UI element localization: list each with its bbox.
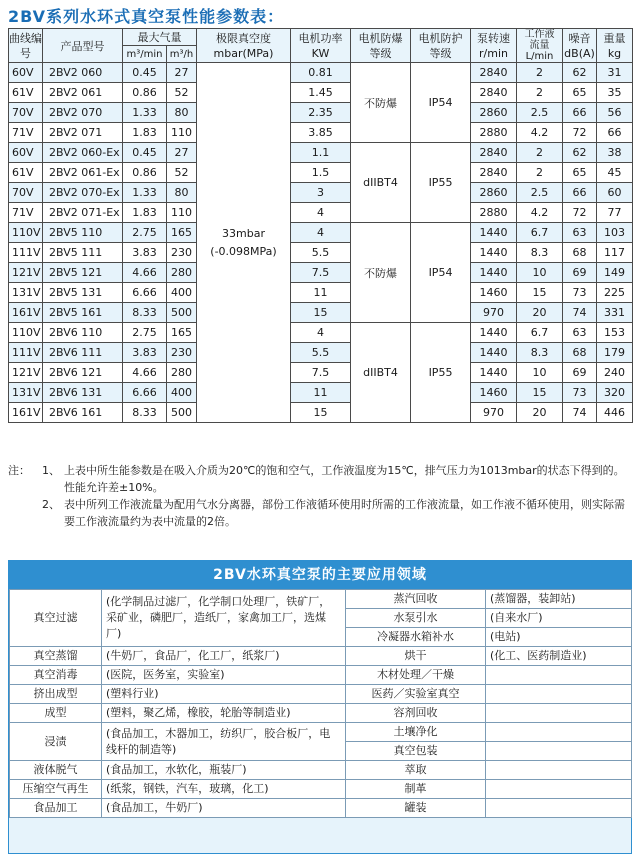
cell-liquid-flow: 20 — [517, 403, 563, 423]
performance-table-body — [9, 63, 633, 423]
cell-noise: 72 — [563, 203, 597, 223]
cell-flow-min: 6.66 — [123, 383, 167, 403]
cell-model: 2BV2 060 — [43, 63, 123, 83]
cell-weight: 45 — [597, 163, 633, 183]
cell-curve-no: 111V — [9, 343, 43, 363]
cell-model: 2BV2 061-Ex — [43, 163, 123, 183]
cell-speed: 2880 — [471, 123, 517, 143]
cell-flow-min: 4.66 — [123, 363, 167, 383]
app-category-right: 医药／实验室真空 — [346, 685, 486, 704]
cell-flow-h: 80 — [167, 183, 197, 203]
app-category-right: 土壤净化 — [346, 723, 486, 742]
app-category: 成型 — [10, 704, 102, 723]
app-row — [10, 780, 632, 799]
app-description: (食品加工，木器加工，纺织厂，胶合板厂，电线杆的制造等) — [102, 723, 346, 761]
table-row — [9, 383, 633, 403]
cell-speed: 2840 — [471, 83, 517, 103]
cell-noise: 73 — [563, 383, 597, 403]
cell-noise: 63 — [563, 223, 597, 243]
header-protection — [411, 29, 471, 63]
cell-power: 0.81 — [291, 63, 351, 83]
cell-flow-h: 110 — [167, 123, 197, 143]
header-vacuum-unit: mbar(MPa) — [213, 46, 274, 60]
cell-flow-min: 0.86 — [123, 163, 167, 183]
cell-speed: 2840 — [471, 163, 517, 183]
cell-curve-no: 131V — [9, 283, 43, 303]
header-liquid — [517, 29, 563, 63]
cell-speed: 1440 — [471, 223, 517, 243]
cell-liquid-flow: 4.2 — [517, 203, 563, 223]
cell-power: 4 — [291, 223, 351, 243]
cell-liquid-flow: 8.3 — [517, 243, 563, 263]
cell-model: 2BV6 121 — [43, 363, 123, 383]
cell-flow-min: 1.33 — [123, 183, 167, 203]
cell-speed: 2880 — [471, 203, 517, 223]
app-category: 真空蒸馏 — [10, 647, 102, 666]
cell-power: 4 — [291, 323, 351, 343]
cell-weight: 77 — [597, 203, 633, 223]
cell-flow-min: 8.33 — [123, 303, 167, 323]
cell-power: 5.5 — [291, 243, 351, 263]
applications-title: 2BV水环真空泵的主要应用领域 — [9, 561, 631, 589]
note-text: 表中所列工作液流量为配用气水分离器，部份工作液循环使用时所需的工作液流量，如工作液不循环使用，则实际需要工作液流量约为表中流量的2倍。 — [64, 498, 625, 528]
cell-flow-min: 6.66 — [123, 283, 167, 303]
cell-model: 2BV2 071 — [43, 123, 123, 143]
cell-model: 2BV5 111 — [43, 243, 123, 263]
cell-noise: 69 — [563, 363, 597, 383]
note-number: 1、 — [42, 464, 60, 477]
header-liquid-unit: L/min — [525, 51, 554, 62]
cell-noise: 65 — [563, 163, 597, 183]
table-row — [9, 83, 633, 103]
header-noise — [563, 29, 597, 63]
cell-weight: 320 — [597, 383, 633, 403]
header-explosion — [351, 29, 411, 63]
note-2 — [8, 496, 634, 530]
cell-weight: 446 — [597, 403, 633, 423]
header-speed-label: 泵转速 — [477, 31, 510, 45]
header-weight-unit: kg — [607, 46, 622, 60]
cell-liquid-flow: 6.7 — [517, 223, 563, 243]
cell-speed: 2840 — [471, 143, 517, 163]
cell-model: 2BV5 161 — [43, 303, 123, 323]
cell-protection-grade: IP54 — [411, 63, 471, 143]
table-row — [9, 363, 633, 383]
cell-flow-h: 230 — [167, 343, 197, 363]
cell-curve-no: 70V — [9, 103, 43, 123]
table-row — [9, 63, 633, 83]
cell-noise: 66 — [563, 103, 597, 123]
cell-protection-grade: IP55 — [411, 143, 471, 223]
cell-noise: 66 — [563, 183, 597, 203]
cell-model: 2BV5 131 — [43, 283, 123, 303]
cell-power: 7.5 — [291, 363, 351, 383]
cell-flow-h: 27 — [167, 63, 197, 83]
cell-liquid-flow: 20 — [517, 303, 563, 323]
notes-label: 注： — [8, 464, 30, 477]
cell-weight: 56 — [597, 103, 633, 123]
cell-noise: 65 — [563, 83, 597, 103]
cell-curve-no: 60V — [9, 143, 43, 163]
table-row — [9, 163, 633, 183]
app-row — [10, 723, 632, 742]
cell-speed: 1440 — [471, 323, 517, 343]
app-category-right: 容剂回收 — [346, 704, 486, 723]
app-description: (牛奶厂，食品厂，化工厂，纸浆厂) — [102, 647, 346, 666]
cell-flow-min: 4.66 — [123, 263, 167, 283]
cell-liquid-flow: 15 — [517, 283, 563, 303]
cell-flow-min: 3.83 — [123, 243, 167, 263]
cell-weight: 31 — [597, 63, 633, 83]
cell-liquid-flow: 2 — [517, 63, 563, 83]
cell-speed: 1460 — [471, 383, 517, 403]
cell-weight: 153 — [597, 323, 633, 343]
cell-noise: 74 — [563, 403, 597, 423]
table-row — [9, 183, 633, 203]
cell-flow-h: 230 — [167, 243, 197, 263]
cell-model: 2BV6 161 — [43, 403, 123, 423]
cell-explosion-grade: 不防爆 — [351, 223, 411, 323]
cell-flow-min: 8.33 — [123, 403, 167, 423]
cell-weight: 149 — [597, 263, 633, 283]
applications-panel — [8, 560, 632, 854]
cell-curve-no: 161V — [9, 303, 43, 323]
note-number: 2、 — [42, 498, 60, 511]
cell-curve-no: 121V — [9, 363, 43, 383]
app-row — [10, 799, 632, 818]
cell-curve-no: 131V — [9, 383, 43, 403]
cell-liquid-flow: 10 — [517, 263, 563, 283]
app-category-right: 罐装 — [346, 799, 486, 818]
cell-curve-no: 70V — [9, 183, 43, 203]
app-category: 挤出成型 — [10, 685, 102, 704]
cell-power: 5.5 — [291, 343, 351, 363]
cell-protection-grade: IP55 — [411, 323, 471, 423]
header-vacuum-label: 极限真空度 — [216, 31, 271, 45]
cell-noise: 74 — [563, 303, 597, 323]
header-weight-label: 重量 — [603, 31, 626, 45]
app-row — [10, 685, 632, 704]
note-text: 上表中所生能参数是在吸入介质为20℃的饱和空气，工作液温度为15℃，排气压力为1013mbar的状态下得到的。性能允许差±10%。 — [64, 464, 625, 494]
header-protection-unit: 等级 — [429, 46, 452, 60]
header-noise-unit: dB(A) — [564, 46, 595, 60]
cell-flow-h: 52 — [167, 83, 197, 103]
cell-speed: 1460 — [471, 283, 517, 303]
cell-curve-no: 111V — [9, 243, 43, 263]
app-description: (塑料行业) — [102, 685, 346, 704]
app-category: 液体脱气 — [10, 761, 102, 780]
cell-weight: 179 — [597, 343, 633, 363]
app-row — [10, 761, 632, 780]
cell-model: 2BV2 070-Ex — [43, 183, 123, 203]
cell-weight: 60 — [597, 183, 633, 203]
cell-liquid-flow: 2 — [517, 83, 563, 103]
table-row — [9, 143, 633, 163]
cell-noise: 62 — [563, 63, 597, 83]
cell-flow-h: 110 — [167, 203, 197, 223]
app-category: 真空消毒 — [10, 666, 102, 685]
app-description-right — [486, 685, 632, 704]
cell-noise: 69 — [563, 263, 597, 283]
cell-flow-min: 1.83 — [123, 203, 167, 223]
vacuum-value: 33mbar — [222, 226, 265, 240]
app-description-right — [486, 742, 632, 761]
cell-flow-h: 52 — [167, 163, 197, 183]
cell-explosion-grade: dIIBT4 — [351, 143, 411, 223]
table-row — [9, 263, 633, 283]
cell-flow-h: 500 — [167, 403, 197, 423]
cell-model: 2BV5 121 — [43, 263, 123, 283]
app-category: 食品加工 — [10, 799, 102, 818]
app-description-right: (化工、医药制造业) — [486, 647, 632, 666]
note-1 — [8, 462, 634, 496]
cell-curve-no: 110V — [9, 323, 43, 343]
table-row — [9, 303, 633, 323]
app-description-right — [486, 723, 632, 742]
cell-liquid-flow: 2 — [517, 163, 563, 183]
app-row — [10, 704, 632, 723]
app-description: (食品加工，牛奶厂) — [102, 799, 346, 818]
cell-flow-h: 400 — [167, 283, 197, 303]
cell-weight: 103 — [597, 223, 633, 243]
cell-speed: 1440 — [471, 263, 517, 283]
cell-power: 7.5 — [291, 263, 351, 283]
table-row — [9, 243, 633, 263]
cell-flow-min: 3.83 — [123, 343, 167, 363]
header-power-unit: KW — [311, 46, 330, 60]
cell-flow-h: 500 — [167, 303, 197, 323]
app-category-right: 冷凝器水箱补水 — [346, 628, 486, 647]
table-row — [9, 103, 633, 123]
header-explosion-label: 电机防爆 — [358, 31, 403, 45]
cell-liquid-flow: 8.3 — [517, 343, 563, 363]
app-row — [10, 666, 632, 685]
cell-flow-min: 1.83 — [123, 123, 167, 143]
app-category-right: 萃取 — [346, 761, 486, 780]
app-row — [10, 590, 632, 609]
cell-weight: 117 — [597, 243, 633, 263]
cell-protection-grade: IP54 — [411, 223, 471, 323]
cell-curve-no: 161V — [9, 403, 43, 423]
app-description: (医院，医务室，实验室) — [102, 666, 346, 685]
cell-speed: 970 — [471, 403, 517, 423]
cell-flow-min: 1.33 — [123, 103, 167, 123]
cell-curve-no: 71V — [9, 203, 43, 223]
cell-model: 2BV6 110 — [43, 323, 123, 343]
cell-power: 3 — [291, 183, 351, 203]
cell-noise: 73 — [563, 283, 597, 303]
header-liquid-label2: 流量 — [529, 40, 550, 51]
cell-liquid-flow: 2.5 — [517, 103, 563, 123]
cell-weight: 225 — [597, 283, 633, 303]
cell-weight: 240 — [597, 363, 633, 383]
cell-power: 15 — [291, 403, 351, 423]
cell-power: 11 — [291, 283, 351, 303]
app-description: (纸浆，钢铁，汽车，玻璃，化工) — [102, 780, 346, 799]
cell-speed: 1440 — [471, 343, 517, 363]
table-row — [9, 403, 633, 423]
header-flow-unit-h: m³/h — [167, 46, 197, 63]
cell-liquid-flow: 4.2 — [517, 123, 563, 143]
app-category: 压缩空气再生 — [10, 780, 102, 799]
header-noise-label: 噪音 — [568, 31, 591, 45]
header-power-label: 电机功率 — [298, 31, 343, 45]
cell-flow-h: 280 — [167, 263, 197, 283]
cell-curve-no: 71V — [9, 123, 43, 143]
app-category: 真空过滤 — [10, 590, 102, 647]
cell-vacuum — [197, 63, 291, 423]
cell-speed: 2860 — [471, 103, 517, 123]
header-power — [291, 29, 351, 63]
cell-flow-min: 2.75 — [123, 223, 167, 243]
cell-weight: 35 — [597, 83, 633, 103]
app-description: (塑料，聚乙烯，橡胶，轮胎等制造业) — [102, 704, 346, 723]
cell-flow-h: 400 — [167, 383, 197, 403]
header-curve-no: 曲线编号 — [9, 29, 43, 63]
cell-noise: 68 — [563, 343, 597, 363]
cell-power: 15 — [291, 303, 351, 323]
cell-speed: 970 — [471, 303, 517, 323]
cell-speed: 1440 — [471, 363, 517, 383]
header-max-flow: 最大气量 — [123, 29, 197, 46]
app-description-right: (自来水厂) — [486, 609, 632, 628]
app-row — [10, 647, 632, 666]
cell-power: 2.35 — [291, 103, 351, 123]
app-category-right: 真空包装 — [346, 742, 486, 761]
header-vacuum — [197, 29, 291, 63]
cell-weight: 331 — [597, 303, 633, 323]
cell-model: 2BV6 111 — [43, 343, 123, 363]
table-row — [9, 343, 633, 363]
app-category-right: 制革 — [346, 780, 486, 799]
app-category-right: 蒸汽回收 — [346, 590, 486, 609]
cell-explosion-grade: dIIBT4 — [351, 323, 411, 423]
app-description-right: (蒸馏器，装卸站) — [486, 590, 632, 609]
cell-weight: 66 — [597, 123, 633, 143]
cell-model: 2BV2 071-Ex — [43, 203, 123, 223]
cell-power: 11 — [291, 383, 351, 403]
cell-flow-min: 0.45 — [123, 143, 167, 163]
cell-curve-no: 61V — [9, 83, 43, 103]
cell-flow-min: 0.86 — [123, 83, 167, 103]
cell-speed: 2860 — [471, 183, 517, 203]
header-flow-unit-min: m³/min — [123, 46, 167, 63]
cell-power: 1.5 — [291, 163, 351, 183]
page-title: 2BV系列水环式真空泵性能参数表： — [8, 7, 285, 26]
cell-curve-no: 60V — [9, 63, 43, 83]
cell-liquid-flow: 10 — [517, 363, 563, 383]
cell-curve-no: 61V — [9, 163, 43, 183]
app-description: (食品加工，水软化，瓶装厂) — [102, 761, 346, 780]
cell-flow-min: 2.75 — [123, 323, 167, 343]
cell-flow-h: 280 — [167, 363, 197, 383]
app-description-right — [486, 704, 632, 723]
header-weight — [597, 29, 633, 63]
cell-flow-h: 165 — [167, 223, 197, 243]
header-model: 产品型号 — [43, 29, 123, 63]
cell-curve-no: 110V — [9, 223, 43, 243]
app-description-right — [486, 799, 632, 818]
notes — [8, 462, 634, 530]
app-category-right: 烘干 — [346, 647, 486, 666]
cell-power: 3.85 — [291, 123, 351, 143]
cell-noise: 72 — [563, 123, 597, 143]
cell-model: 2BV5 110 — [43, 223, 123, 243]
cell-model: 2BV6 131 — [43, 383, 123, 403]
app-category-right: 木材处理／干燥 — [346, 666, 486, 685]
cell-flow-h: 27 — [167, 143, 197, 163]
app-description-right: (电站) — [486, 628, 632, 647]
table-row — [9, 283, 633, 303]
cell-noise: 68 — [563, 243, 597, 263]
applications-table — [9, 589, 632, 818]
app-description: (化学制品过滤厂，化学制口处理厂，铁矿厂，采矿业，磷肥厂，造纸厂，家禽加工厂，选煤厂) — [102, 590, 346, 647]
applications-table-body — [10, 590, 632, 818]
app-description-right — [486, 666, 632, 685]
header-liquid-label: 工作液 — [524, 29, 555, 40]
cell-liquid-flow: 2 — [517, 143, 563, 163]
cell-power: 1.1 — [291, 143, 351, 163]
cell-weight: 38 — [597, 143, 633, 163]
header-protection-label: 电机防护 — [418, 31, 463, 45]
cell-explosion-grade: 不防爆 — [351, 63, 411, 143]
header-speed-unit: r/min — [479, 46, 508, 60]
app-category-right: 水泵引水 — [346, 609, 486, 628]
table-row — [9, 323, 633, 343]
cell-speed: 1440 — [471, 243, 517, 263]
vacuum-value-mpa: (-0.098MPa) — [210, 244, 277, 258]
table-row — [9, 223, 633, 243]
cell-speed: 2840 — [471, 63, 517, 83]
cell-flow-h: 165 — [167, 323, 197, 343]
table-row — [9, 123, 633, 143]
cell-liquid-flow: 6.7 — [517, 323, 563, 343]
app-description-right — [486, 780, 632, 799]
cell-curve-no: 121V — [9, 263, 43, 283]
cell-flow-h: 80 — [167, 103, 197, 123]
cell-liquid-flow: 15 — [517, 383, 563, 403]
header-speed — [471, 29, 517, 63]
cell-power: 4 — [291, 203, 351, 223]
cell-model: 2BV2 060-Ex — [43, 143, 123, 163]
cell-power: 1.45 — [291, 83, 351, 103]
app-category: 浸渍 — [10, 723, 102, 761]
cell-liquid-flow: 2.5 — [517, 183, 563, 203]
cell-noise: 62 — [563, 143, 597, 163]
app-description-right — [486, 761, 632, 780]
cell-model: 2BV2 061 — [43, 83, 123, 103]
header-explosion-unit: 等级 — [369, 46, 392, 60]
cell-noise: 63 — [563, 323, 597, 343]
cell-model: 2BV2 070 — [43, 103, 123, 123]
table-row — [9, 203, 633, 223]
performance-table — [8, 28, 633, 423]
cell-flow-min: 0.45 — [123, 63, 167, 83]
